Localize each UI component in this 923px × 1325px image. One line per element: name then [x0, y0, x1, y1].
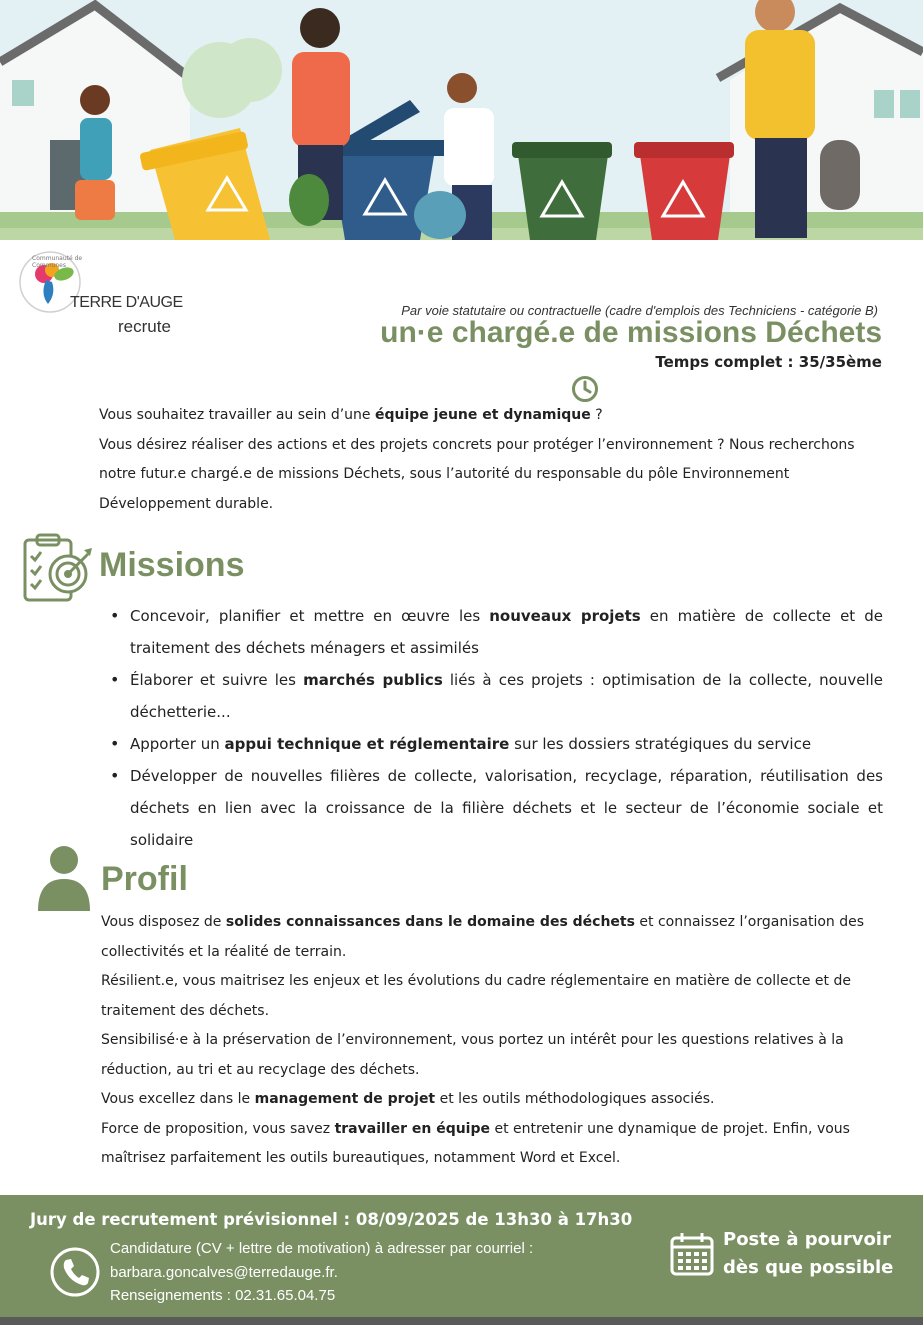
contact-phone: Renseignements : 02.31.65.04.75	[110, 1287, 336, 1304]
profil-para: Vous disposez de solides connaissances dans le domaine des déchets et connaissez l’organisation des collectivités et la réalité de terrain.	[101, 914, 865, 960]
org-tagline: Communauté de Communes	[32, 255, 83, 269]
intro-text	[99, 401, 889, 519]
calendar-icon	[669, 1231, 715, 1281]
list-item: • Développer de nouvelles filières de collecte, valorisation, recyclage, réparation, réutilisation des déchets en lien avec la croissance de la filière déchets et le secteur de l’économie sociale et solidaire	[108, 760, 883, 856]
banner-illustration	[0, 0, 923, 240]
org-name: TERRE D'AUGE	[70, 294, 183, 311]
contact-line-1: Candidature (CV + lettre de motivation) à adresser par courriel :	[110, 1240, 534, 1257]
work-time: Temps complet : 35/35ème	[655, 353, 882, 371]
profil-para: Force de proposition, vous savez travailler en équipe et entretenir une dynamique de projet. Enfin, vous maîtrisez parfaitement les outils bureautiques, notamment Word et Excel.	[101, 1120, 850, 1166]
profil-text	[101, 908, 879, 1174]
list-item: • Apporter un appui technique et réglementaire sur les dossiers stratégiques du service	[108, 728, 883, 760]
profil-para: Vous excellez dans le management de projet et les outils méthodologiques associés.	[101, 1091, 715, 1107]
profil-title: Profil	[101, 860, 188, 898]
intro-line-2: Vous désirez réaliser des actions et des projets concrets pour protéger l’environnement ? Nous recherchons notre futur.e chargé.e de missions Déchets, sous l’autorité du responsable du pôle Environnement Développement durable.	[99, 436, 855, 512]
poste-label	[723, 1226, 893, 1282]
list-item: • Concevoir, planifier et mettre en œuvre les nouveaux projets en matière de collecte et de traitement des déchets ménagers et assimilés	[108, 600, 883, 664]
person-icon	[38, 845, 90, 917]
profil-para: Sensibilisé·e à la préservation de l’environnement, vous portez un intérêt pour les questions relatives à la réduction, au tri et au recyclage des déchets.	[101, 1032, 844, 1078]
recrute-label: recrute	[118, 317, 171, 336]
contact-email[interactable]: barbara.goncalves@terredauge.fr.	[110, 1264, 338, 1281]
poste-line-2: dès que possible	[723, 1257, 894, 1278]
intro-line-1: Vous souhaitez travailler au sein d’une équipe jeune et dynamique ?	[99, 407, 603, 423]
missions-title: Missions	[99, 546, 245, 584]
clipboard-target-icon	[22, 532, 94, 608]
phone-icon	[49, 1246, 101, 1302]
job-title: un·e chargé.e de missions Déchets	[380, 316, 882, 349]
bottom-strip	[0, 1317, 923, 1325]
poste-line-1: Poste à pourvoir	[723, 1229, 891, 1250]
profil-para: Résilient.e, vous maitrisez les enjeux et les évolutions du cadre réglementaire en matière de collecte et de traitement des déchets.	[101, 973, 851, 1019]
list-item: • Élaborer et suivre les marchés publics liés à ces projets : optimisation de la collecte, nouvelle déchetterie...	[108, 664, 883, 728]
missions-list	[108, 600, 883, 856]
status-line: Par voie statutaire ou contractuelle (cadre d'emplois des Techniciens - catégorie B)	[401, 303, 878, 318]
jury-date: Jury de recrutement prévisionnel : 08/09/2025 de 13h30 à 17h30	[30, 1210, 633, 1229]
